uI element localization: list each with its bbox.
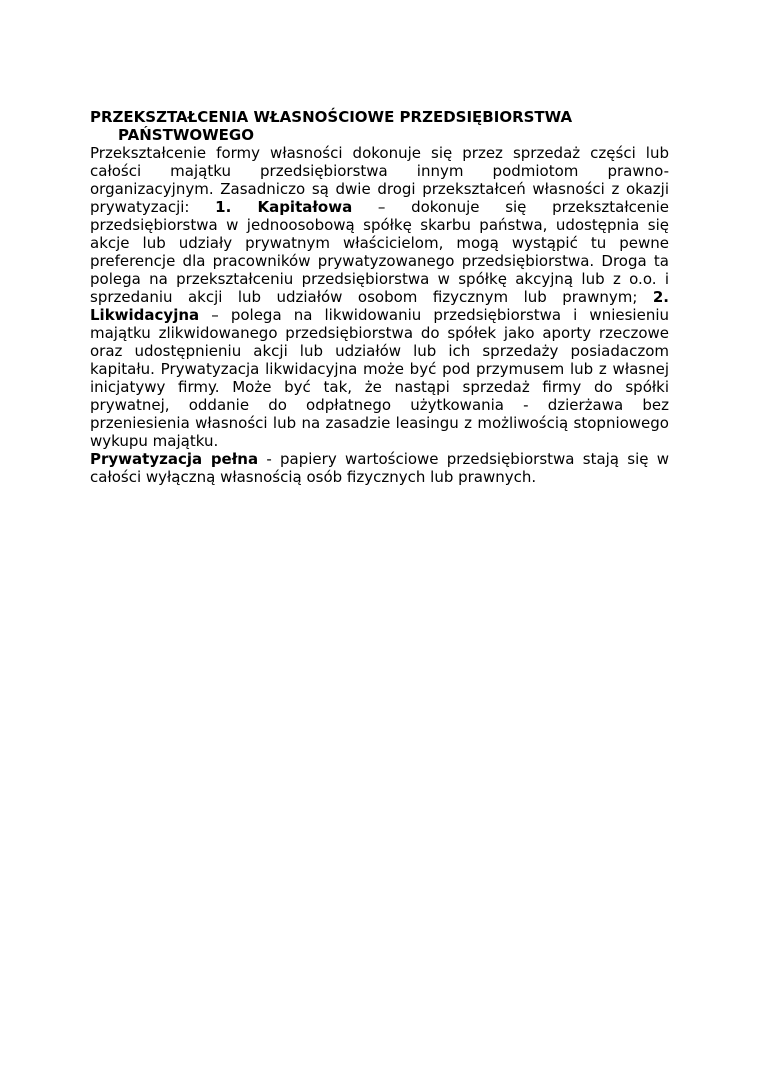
paragraph-likwidacyjna-text: – polega na likwidowaniu przedsiębiorstwa i wniesieniu majątku zlikwidowanego przedsiębiorstwa do spółek jako aporty rzeczowe oraz udostępnieniu akcji lub udziałów lub ich sprzedaży posiadaczom kapitału. Prywatyzacja likwidacyjna może być pod przymusem lub z własnej inicjatywy firmy. Może być tak, że nastąpi sprzedaż firmy do spółki prywatnej, oddanie do odpłatnego użytkowania - dzierżawa bez przeniesienia własności lub na zasadzie leasingu z możliwością stopniowego wykupu majątku. [90, 306, 669, 450]
paragraph-kapitalowa-text: – dokonuje się przekształcenie przedsiębiorstwa w jednoosobową spółkę skarbu państwa, udostępnia się akcje lub udziały prywatnym właścicielom, mogą wystąpić tu pewne preferencje dla pracowników prywatyzowanego przedsiębiorstwa. Droga ta polega na przekształceniu przedsiębiorstwa w spółkę akcyjną lub z o.o. i sprzedaniu akcji lub udziałów osobom fizycznym lub prawnym; [90, 198, 669, 306]
term-prywatyzacja-pelna: Prywatyzacja pełna [90, 450, 259, 468]
paragraph-full-privatization-text: - papiery wartościowe przedsiębiorstwa stają się w całości wyłączną własnością osób fizycznych lub prawnych. [90, 450, 669, 486]
heading-line-1: PRZEKSZTAŁCENIA WŁASNOŚCIOWE PRZEDSIĘBIORSTWA [90, 108, 573, 126]
paragraph-transformation [90, 144, 669, 450]
document-page [90, 108, 669, 486]
paragraph-intro-text: Przekształcenie formy własności dokonuje się przez sprzedaż części lub całości majątku przedsiębiorstwa innym podmiotom prawno-organizacyjnym. Zasadniczo są dwie drogi przekształceń własności z okazji prywatyzacji: [90, 144, 669, 216]
term-likwidacyjna: 2. Likwidacyjna [90, 288, 669, 324]
paragraph-full-privatization [90, 450, 669, 486]
document-heading [90, 108, 669, 144]
term-kapitalowa: 1. Kapitałowa [215, 198, 353, 216]
heading-line-2: PAŃSTWOWEGO [118, 126, 254, 144]
